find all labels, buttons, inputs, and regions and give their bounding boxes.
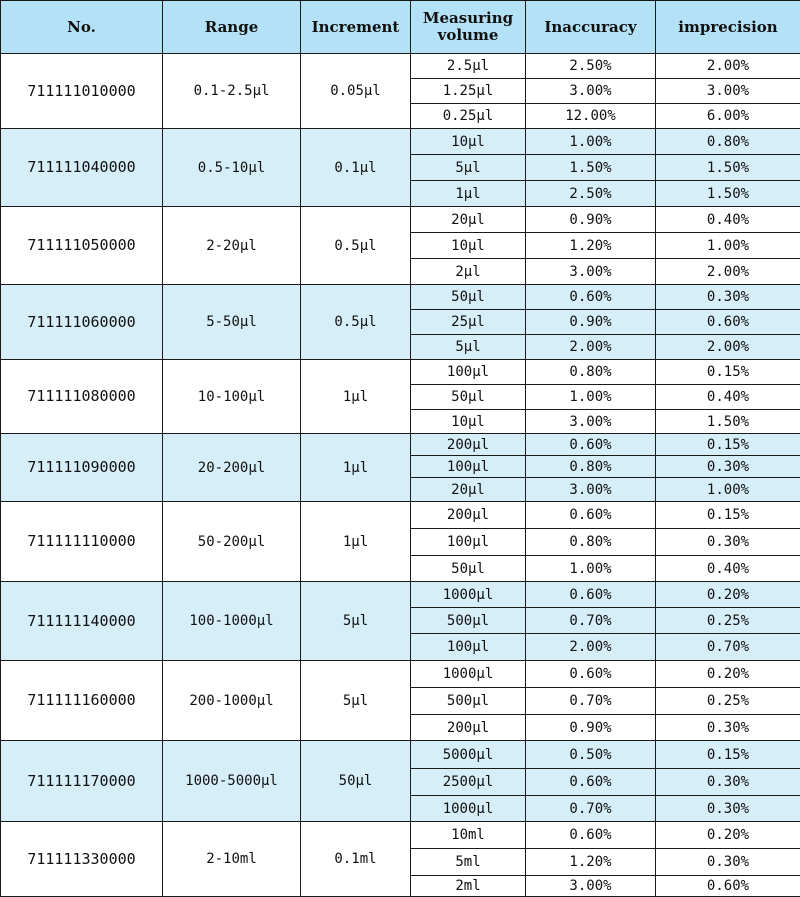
table-row: [1, 661, 800, 688]
inaccuracy: 0.60%: [526, 769, 656, 796]
measuring-volume: 5ml: [411, 849, 526, 876]
increment: 5µl: [301, 661, 411, 741]
measuring-volume: 1000µl: [411, 582, 526, 608]
imprecision: 1.00%: [656, 478, 800, 502]
imprecision: 0.20%: [656, 661, 800, 688]
measuring-volume: 1.25µl: [411, 79, 526, 104]
inaccuracy: 2.00%: [526, 335, 656, 360]
imprecision: 0.20%: [656, 822, 800, 849]
inaccuracy: 3.00%: [526, 478, 656, 502]
volume-range: 2-10ml: [163, 822, 301, 897]
measuring-volume: 1000µl: [411, 796, 526, 822]
imprecision: 6.00%: [656, 104, 800, 129]
product-number: 711111160000: [1, 661, 163, 741]
increment: 1µl: [301, 502, 411, 582]
volume-range: 0.1-2.5µl: [163, 54, 301, 129]
inaccuracy: 0.90%: [526, 715, 656, 741]
table-row: [1, 822, 800, 849]
increment: 5µl: [301, 582, 411, 661]
inaccuracy: 1.20%: [526, 849, 656, 876]
table-row: [1, 360, 800, 385]
table-row: [1, 129, 800, 155]
increment: 1µl: [301, 434, 411, 502]
product-number: 711111140000: [1, 582, 163, 661]
imprecision: 2.00%: [656, 259, 800, 285]
table-row: [1, 54, 800, 79]
inaccuracy: 0.60%: [526, 285, 656, 310]
header-measuring-volume: Measuring volume: [411, 1, 526, 54]
measuring-volume: 10ml: [411, 822, 526, 849]
volume-range: 200-1000µl: [163, 661, 301, 741]
imprecision: 0.80%: [656, 129, 800, 155]
increment: 0.5µl: [301, 207, 411, 285]
measuring-volume: 20µl: [411, 207, 526, 233]
imprecision: 0.60%: [656, 310, 800, 335]
product-number: 711111060000: [1, 285, 163, 360]
product-number: 711111040000: [1, 129, 163, 207]
measuring-volume: 5000µl: [411, 741, 526, 769]
measuring-volume: 500µl: [411, 688, 526, 715]
volume-range: 20-200µl: [163, 434, 301, 502]
measuring-volume: 25µl: [411, 310, 526, 335]
volume-range: 2-20µl: [163, 207, 301, 285]
inaccuracy: 0.90%: [526, 207, 656, 233]
imprecision: 0.30%: [656, 456, 800, 478]
measuring-volume: 2ml: [411, 876, 526, 897]
imprecision: 1.50%: [656, 410, 800, 434]
measuring-volume: 50µl: [411, 285, 526, 310]
imprecision: 0.70%: [656, 634, 800, 661]
table-row: [1, 502, 800, 529]
inaccuracy: 3.00%: [526, 79, 656, 104]
measuring-volume: 2.5µl: [411, 54, 526, 79]
header-row: [1, 1, 800, 54]
inaccuracy: 0.90%: [526, 310, 656, 335]
measuring-volume: 100µl: [411, 634, 526, 661]
inaccuracy: 0.70%: [526, 796, 656, 822]
imprecision: 0.30%: [656, 715, 800, 741]
table-row: [1, 285, 800, 310]
increment: 50µl: [301, 741, 411, 822]
increment: 0.05µl: [301, 54, 411, 129]
imprecision: 0.30%: [656, 796, 800, 822]
increment: 0.1ml: [301, 822, 411, 897]
measuring-volume: 50µl: [411, 556, 526, 582]
measuring-volume: 200µl: [411, 502, 526, 529]
product-number: 711111330000: [1, 822, 163, 897]
inaccuracy: 0.80%: [526, 360, 656, 385]
header-imprecision: imprecision: [656, 1, 800, 54]
imprecision: 3.00%: [656, 79, 800, 104]
measuring-volume: 100µl: [411, 529, 526, 556]
imprecision: 0.25%: [656, 608, 800, 634]
measuring-volume: 2500µl: [411, 769, 526, 796]
increment: 0.5µl: [301, 285, 411, 360]
inaccuracy: 1.20%: [526, 233, 656, 259]
measuring-volume: 50µl: [411, 385, 526, 410]
volume-range: 1000-5000µl: [163, 741, 301, 822]
imprecision: 0.30%: [656, 849, 800, 876]
imprecision: 0.30%: [656, 769, 800, 796]
table-row: [1, 741, 800, 769]
product-number: 711111110000: [1, 502, 163, 582]
imprecision: 0.40%: [656, 207, 800, 233]
inaccuracy: 0.80%: [526, 529, 656, 556]
increment: 1µl: [301, 360, 411, 434]
volume-range: 50-200µl: [163, 502, 301, 582]
volume-range: 10-100µl: [163, 360, 301, 434]
measuring-volume: 100µl: [411, 360, 526, 385]
measuring-volume: 1µl: [411, 181, 526, 207]
imprecision: 0.20%: [656, 582, 800, 608]
measuring-volume: 0.25µl: [411, 104, 526, 129]
inaccuracy: 0.70%: [526, 608, 656, 634]
measuring-volume: 10µl: [411, 410, 526, 434]
inaccuracy: 3.00%: [526, 876, 656, 897]
header-increment: Increment: [301, 1, 411, 54]
imprecision: 0.15%: [656, 502, 800, 529]
measuring-volume: 200µl: [411, 715, 526, 741]
inaccuracy: 12.00%: [526, 104, 656, 129]
inaccuracy: 1.00%: [526, 385, 656, 410]
imprecision: 0.30%: [656, 285, 800, 310]
inaccuracy: 0.60%: [526, 502, 656, 529]
inaccuracy: 2.50%: [526, 54, 656, 79]
imprecision: 0.60%: [656, 876, 800, 897]
measuring-volume: 5µl: [411, 155, 526, 181]
imprecision: 0.15%: [656, 360, 800, 385]
product-number: 711111170000: [1, 741, 163, 822]
increment: 0.1µl: [301, 129, 411, 207]
imprecision: 0.40%: [656, 556, 800, 582]
imprecision: 0.30%: [656, 529, 800, 556]
imprecision: 0.15%: [656, 741, 800, 769]
measuring-volume: 20µl: [411, 478, 526, 502]
inaccuracy: 3.00%: [526, 410, 656, 434]
imprecision: 1.00%: [656, 233, 800, 259]
imprecision: 1.50%: [656, 155, 800, 181]
product-number: 711111050000: [1, 207, 163, 285]
measuring-volume: 500µl: [411, 608, 526, 634]
inaccuracy: 0.60%: [526, 434, 656, 456]
imprecision: 1.50%: [656, 181, 800, 207]
imprecision: 2.00%: [656, 335, 800, 360]
inaccuracy: 0.50%: [526, 741, 656, 769]
product-number: 711111090000: [1, 434, 163, 502]
inaccuracy: 2.50%: [526, 181, 656, 207]
measuring-volume: 5µl: [411, 335, 526, 360]
measuring-volume: 10µl: [411, 233, 526, 259]
measuring-volume: 1000µl: [411, 661, 526, 688]
inaccuracy: 0.60%: [526, 661, 656, 688]
volume-range: 0.5-10µl: [163, 129, 301, 207]
imprecision: 2.00%: [656, 54, 800, 79]
table-row: [1, 582, 800, 608]
volume-range: 100-1000µl: [163, 582, 301, 661]
inaccuracy: 0.60%: [526, 582, 656, 608]
measuring-volume: 10µl: [411, 129, 526, 155]
inaccuracy: 2.00%: [526, 634, 656, 661]
imprecision: 0.15%: [656, 434, 800, 456]
imprecision: 0.25%: [656, 688, 800, 715]
header-no: No.: [1, 1, 163, 54]
inaccuracy: 3.00%: [526, 259, 656, 285]
inaccuracy: 1.50%: [526, 155, 656, 181]
inaccuracy: 0.80%: [526, 456, 656, 478]
table-row: [1, 434, 800, 456]
inaccuracy: 0.70%: [526, 688, 656, 715]
table-body: [1, 54, 800, 897]
header-inaccuracy: Inaccuracy: [526, 1, 656, 54]
inaccuracy: 1.00%: [526, 556, 656, 582]
inaccuracy: 1.00%: [526, 129, 656, 155]
measuring-volume: 2µl: [411, 259, 526, 285]
product-number: 711111010000: [1, 54, 163, 129]
table-row: [1, 207, 800, 233]
measuring-volume: 200µl: [411, 434, 526, 456]
product-number: 711111080000: [1, 360, 163, 434]
measuring-volume: 100µl: [411, 456, 526, 478]
inaccuracy: 0.60%: [526, 822, 656, 849]
volume-range: 5-50µl: [163, 285, 301, 360]
imprecision: 0.40%: [656, 385, 800, 410]
header-range: Range: [163, 1, 301, 54]
